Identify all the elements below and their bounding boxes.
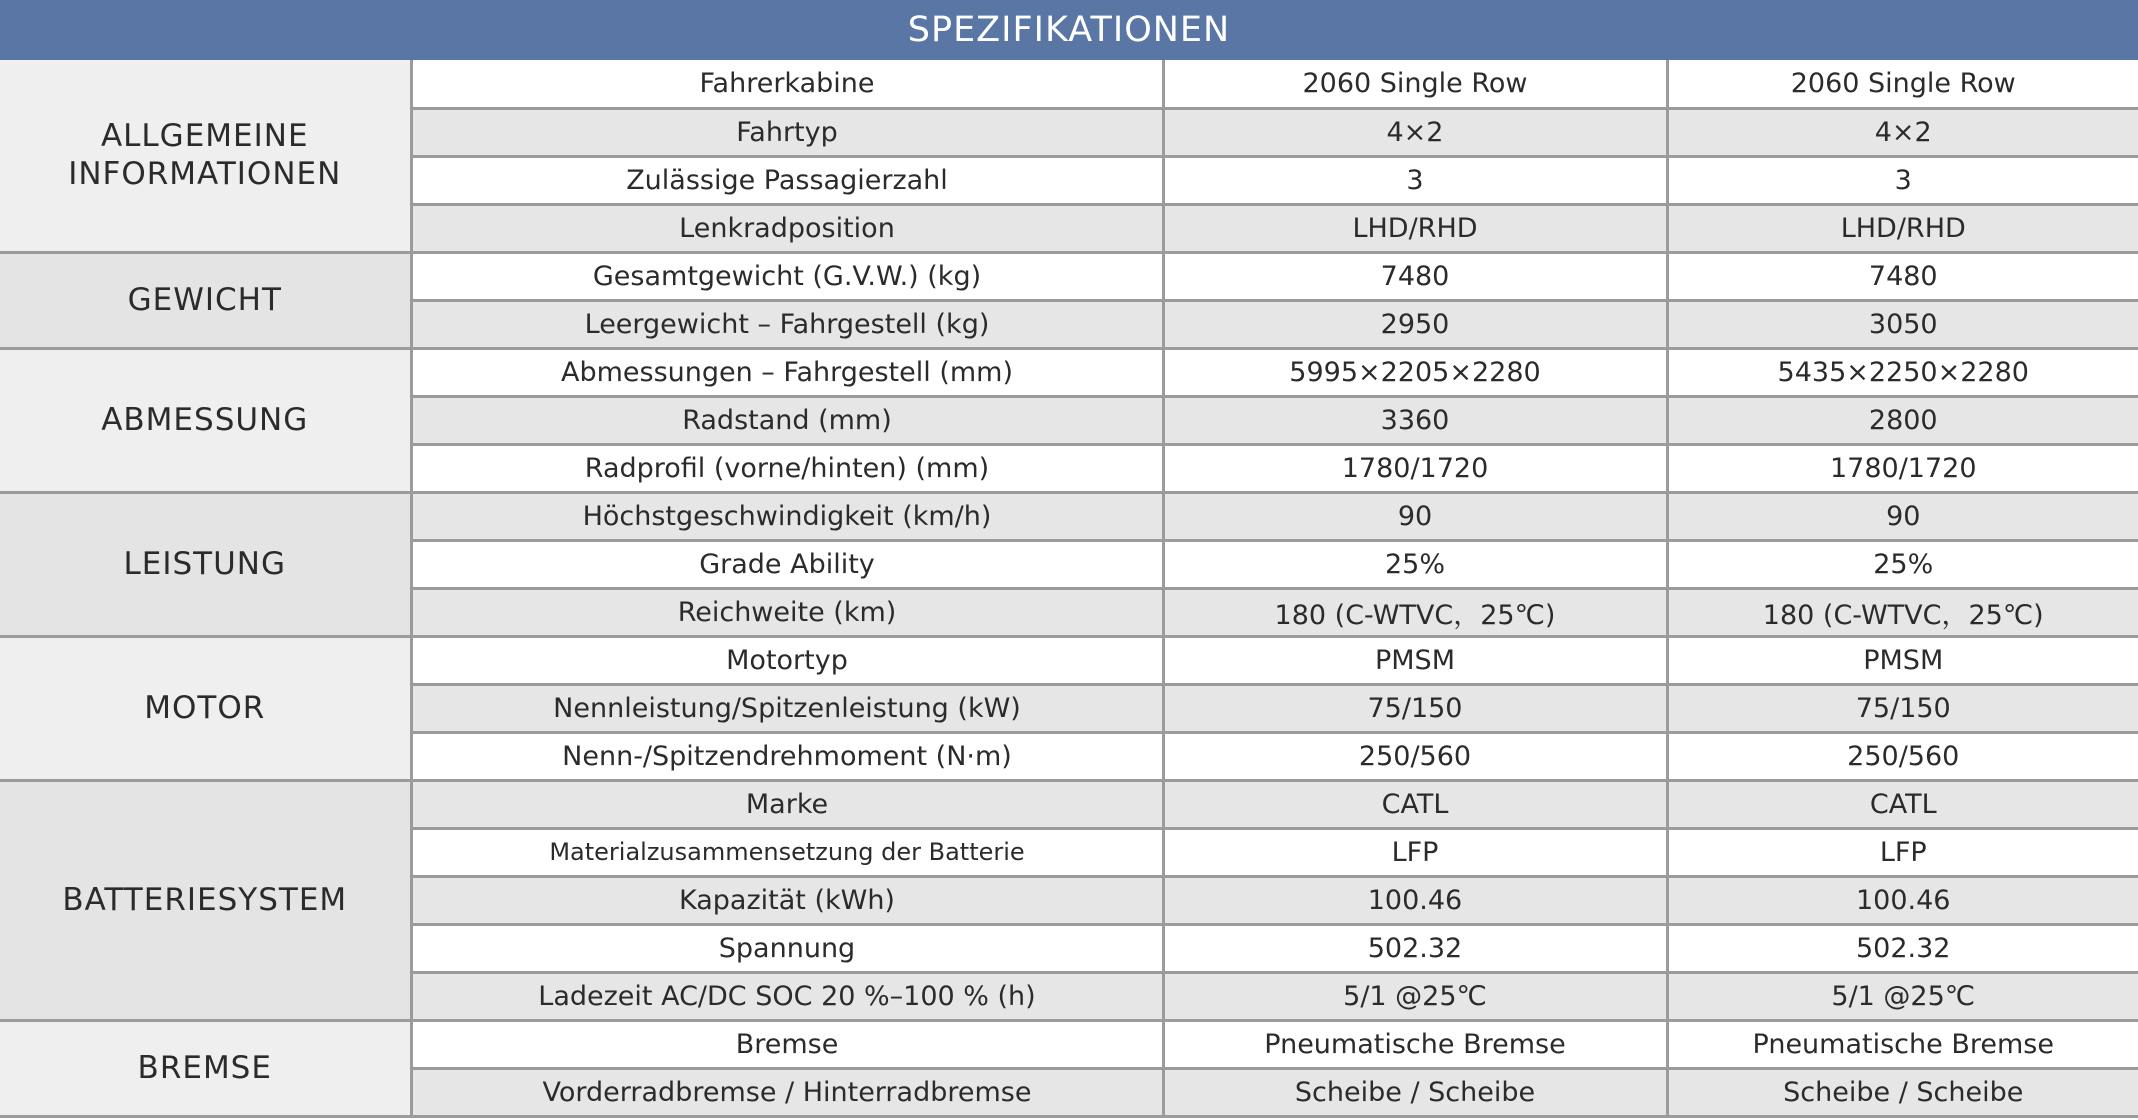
spec-label-cell: Marke [411, 780, 1163, 828]
section-label: BATTERIESYSTEM [0, 780, 411, 1020]
spec-value-col2: LHD/RHD [1667, 204, 2138, 252]
spec-value-col1: LHD/RHD [1163, 204, 1667, 252]
spec-value-col2: 502.32 [1667, 924, 2138, 972]
spec-label-cell: Kapazität (kWh) [411, 876, 1163, 924]
spec-value-col2: 2800 [1667, 396, 2138, 444]
spec-value-col2: 180 (C-WTVC，25℃) [1667, 588, 2138, 636]
spec-value-col1: 4×2 [1163, 108, 1667, 156]
spec-value-col2: 90 [1667, 492, 2138, 540]
spec-value-col2: 25% [1667, 540, 2138, 588]
table-row [0, 252, 2138, 300]
spec-label-cell: Motortyp [411, 636, 1163, 684]
spec-value-col1: 1780/1720 [1163, 444, 1667, 492]
spec-value-col1: CATL [1163, 780, 1667, 828]
spec-value-col2: 1780/1720 [1667, 444, 2138, 492]
spec-value-col1: Scheibe / Scheibe [1163, 1068, 1667, 1116]
spec-label-cell: Spannung [411, 924, 1163, 972]
spec-value-col1: 2060 Single Row [1163, 60, 1667, 108]
section-label: ABMESSUNG [0, 348, 411, 492]
spec-label-cell: Ladezeit AC/DC SOC 20 %–100 % (h) [411, 972, 1163, 1020]
section-label: GEWICHT [0, 252, 411, 348]
spec-label-cell: Nenn-/Spitzendrehmoment (N·m) [411, 732, 1163, 780]
table-row [0, 348, 2138, 396]
table-row [0, 492, 2138, 540]
spec-value-col1: 2950 [1163, 300, 1667, 348]
spec-label-cell: Fahrtyp [411, 108, 1163, 156]
spec-value-col2: 7480 [1667, 252, 2138, 300]
spec-value-col1: 3 [1163, 156, 1667, 204]
spec-value-col2: PMSM [1667, 636, 2138, 684]
spec-label-cell: Lenkradposition [411, 204, 1163, 252]
spec-value-col2: 250/560 [1667, 732, 2138, 780]
spec-label-cell: Höchstgeschwindigkeit (km/h) [411, 492, 1163, 540]
table-title-bar [0, 0, 2138, 60]
spec-label-cell: Leergewicht – Fahrgestell (kg) [411, 300, 1163, 348]
spec-value-col1: 5/1 @25℃ [1163, 972, 1667, 1020]
section-label: LEISTUNG [0, 492, 411, 636]
spec-value-col1: 180 (C-WTVC，25℃) [1163, 588, 1667, 636]
table-title: SPEZIFIKATIONEN [907, 10, 1231, 50]
spec-table-body [0, 60, 2138, 1116]
spec-value-col1: Pneumatische Bremse [1163, 1020, 1667, 1068]
spec-label-cell: Grade Ability [411, 540, 1163, 588]
spec-value-col2: 3 [1667, 156, 2138, 204]
spec-label-cell: Abmessungen – Fahrgestell (mm) [411, 348, 1163, 396]
spec-label-cell: Materialzusammensetzung der Batterie [411, 828, 1163, 876]
section-label: ALLGEMEINE INFORMATIONEN [0, 60, 411, 252]
table-row [0, 60, 2138, 108]
spec-value-col1: 250/560 [1163, 732, 1667, 780]
spec-value-col1: 502.32 [1163, 924, 1667, 972]
spec-label-cell: Reichweite (km) [411, 588, 1163, 636]
spec-label-cell: Fahrerkabine [411, 60, 1163, 108]
spec-table [0, 60, 2138, 1118]
spec-value-col1: PMSM [1163, 636, 1667, 684]
spec-value-col1: LFP [1163, 828, 1667, 876]
spec-value-col2: 5/1 @25℃ [1667, 972, 2138, 1020]
spec-value-col2: 75/150 [1667, 684, 2138, 732]
spec-value-col2: Pneumatische Bremse [1667, 1020, 2138, 1068]
section-label: BREMSE [0, 1020, 411, 1116]
spec-value-col2: 100.46 [1667, 876, 2138, 924]
spec-label-cell: Gesamtgewicht (G.V.W.) (kg) [411, 252, 1163, 300]
spec-label-cell: Radprofil (vorne/hinten) (mm) [411, 444, 1163, 492]
spec-label-cell: Vorderradbremse / Hinterradbremse [411, 1068, 1163, 1116]
spec-value-col2: 3050 [1667, 300, 2138, 348]
spec-value-col1: 75/150 [1163, 684, 1667, 732]
spec-value-col2: LFP [1667, 828, 2138, 876]
spec-value-col1: 90 [1163, 492, 1667, 540]
spec-value-col2: CATL [1667, 780, 2138, 828]
spec-value-col1: 5995×2205×2280 [1163, 348, 1667, 396]
section-label: MOTOR [0, 636, 411, 780]
spec-value-col1: 100.46 [1163, 876, 1667, 924]
table-row [0, 780, 2138, 828]
spec-value-col2: 4×2 [1667, 108, 2138, 156]
table-row [0, 636, 2138, 684]
table-row [0, 1020, 2138, 1068]
spec-label-cell: Zulässige Passagierzahl [411, 156, 1163, 204]
spec-value-col2: 5435×2250×2280 [1667, 348, 2138, 396]
spec-value-col1: 25% [1163, 540, 1667, 588]
spec-value-col1: 3360 [1163, 396, 1667, 444]
spec-value-col2: 2060 Single Row [1667, 60, 2138, 108]
spec-label-cell: Nennleistung/Spitzenleistung (kW) [411, 684, 1163, 732]
spec-value-col2: Scheibe / Scheibe [1667, 1068, 2138, 1116]
spec-value-col1: 7480 [1163, 252, 1667, 300]
spec-label-cell: Radstand (mm) [411, 396, 1163, 444]
spec-label-cell: Bremse [411, 1020, 1163, 1068]
